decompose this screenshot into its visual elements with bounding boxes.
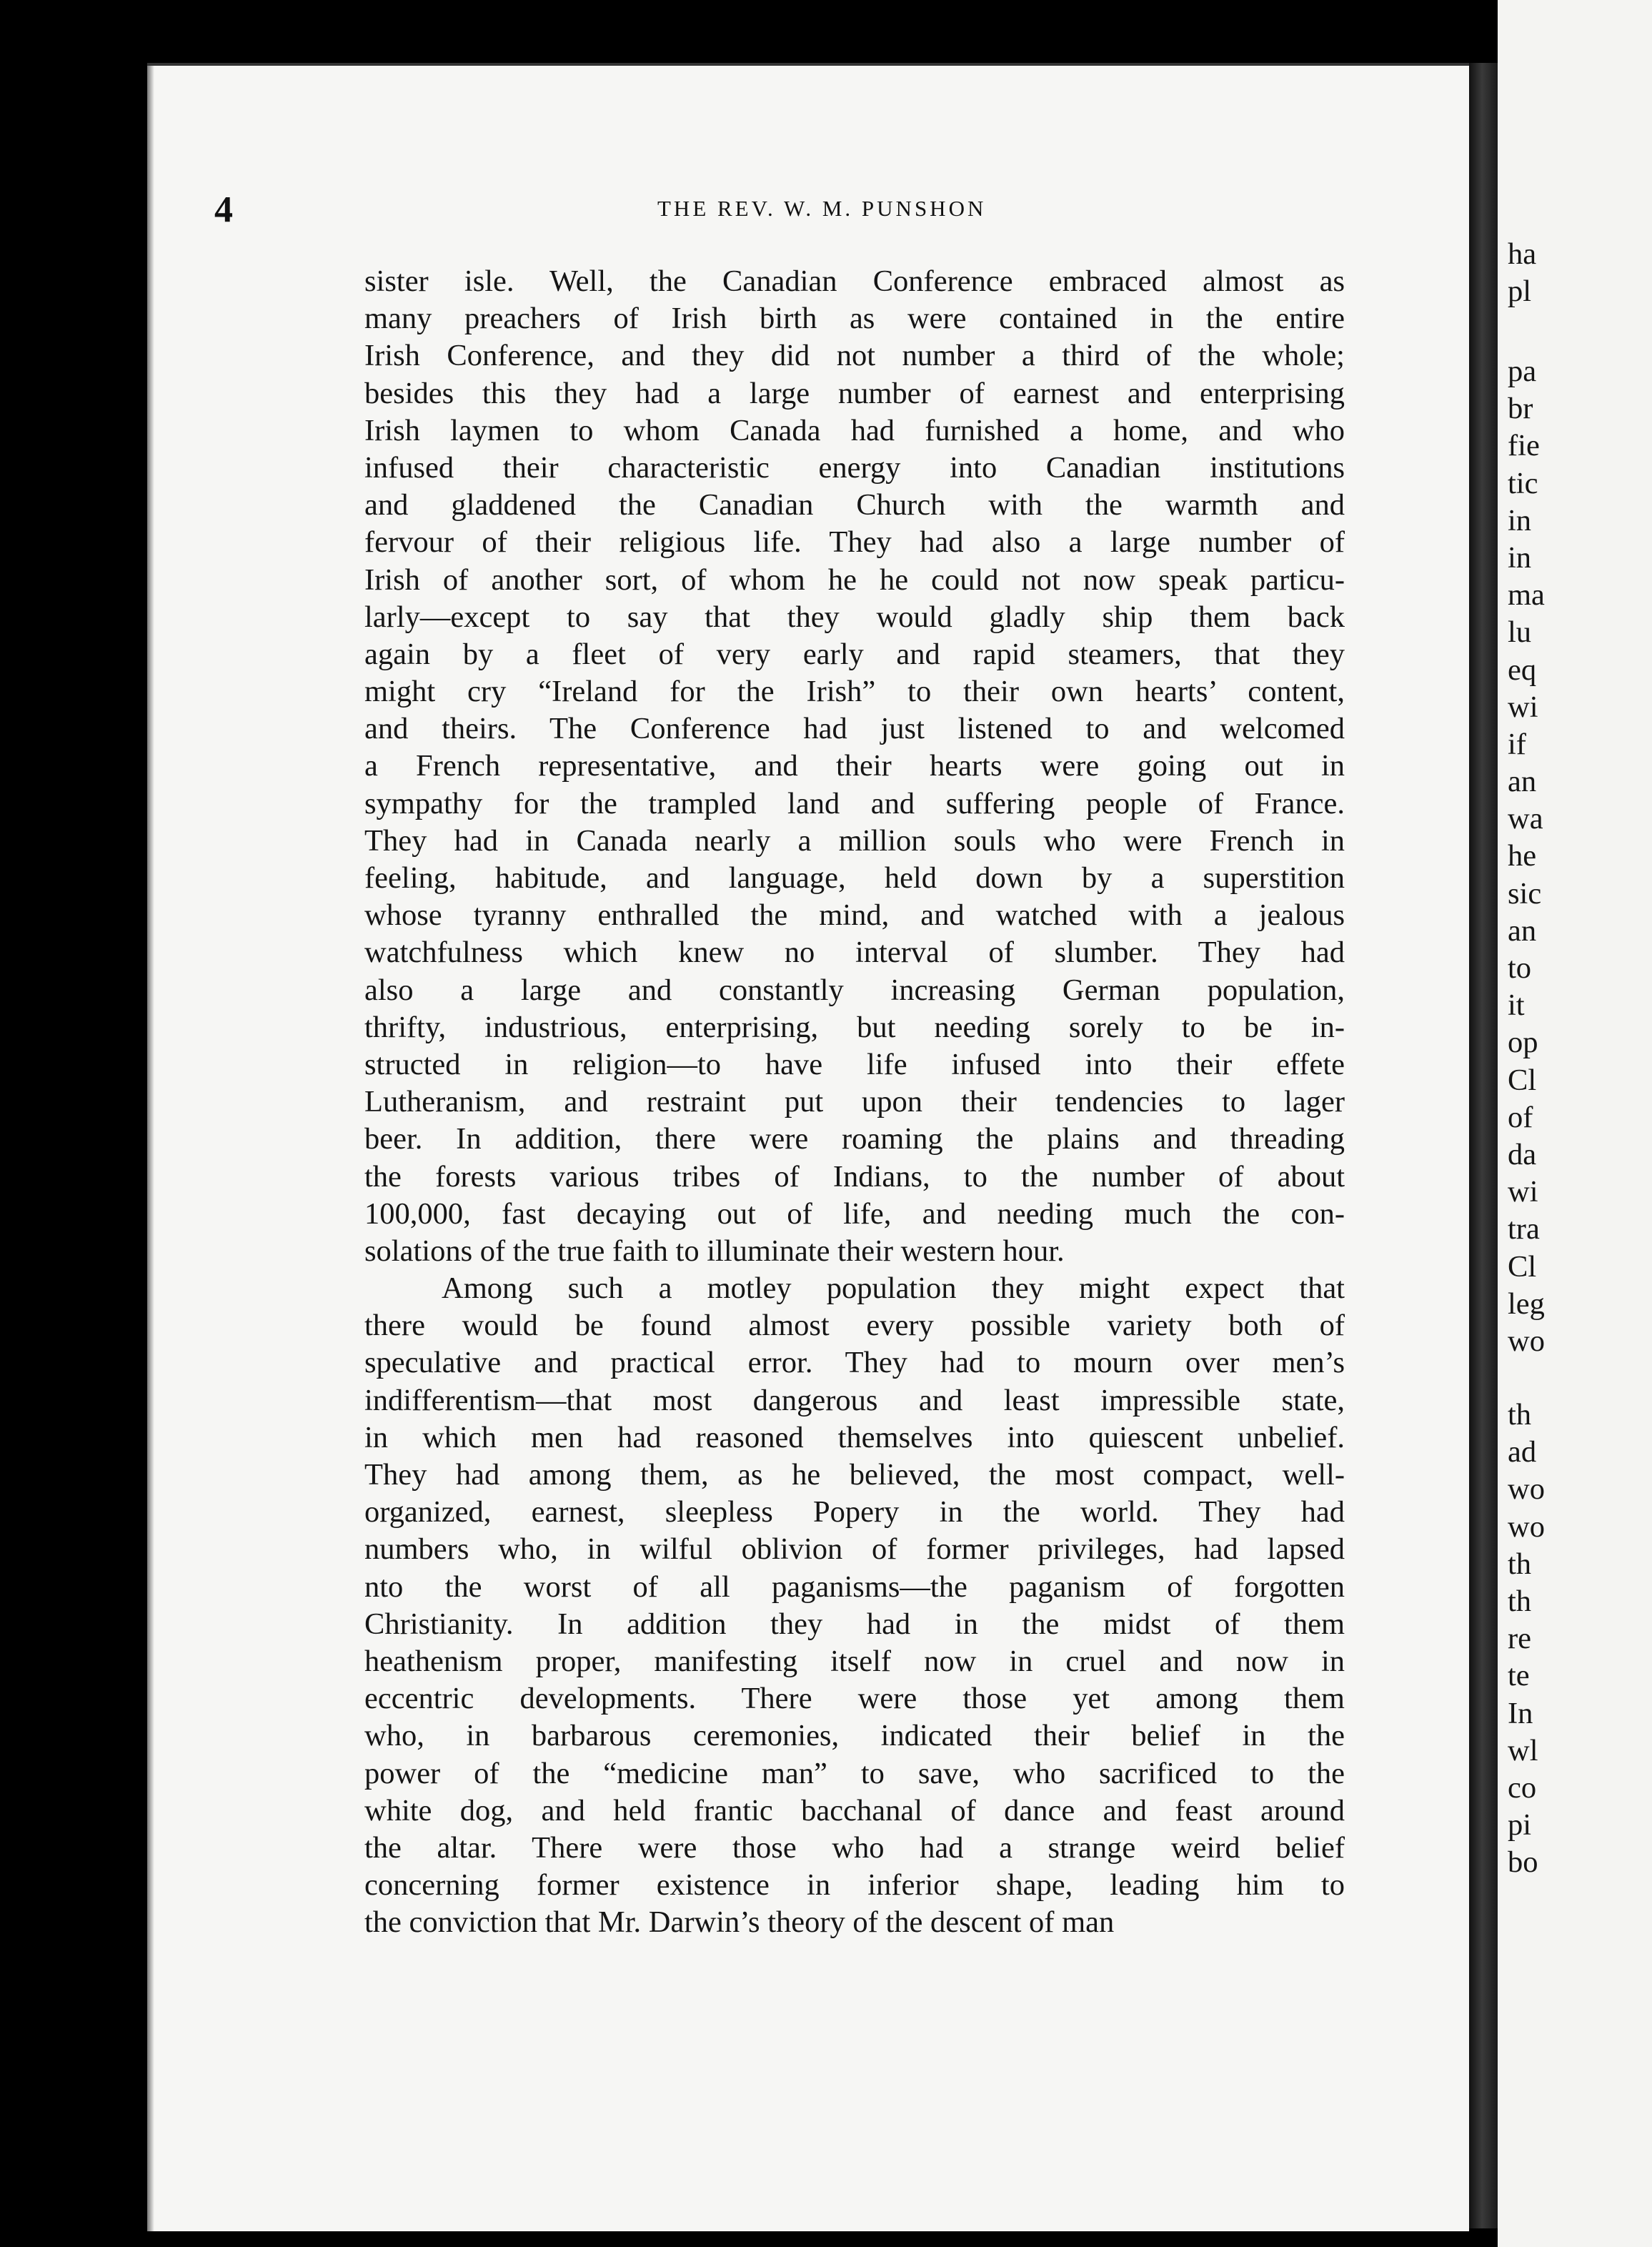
text-line: the altar. There were those who had a strange weird belief (364, 1830, 1345, 1865)
text-line: indifferentism—that most dangerous and least impressible state, (364, 1383, 1345, 1417)
text-line: structed in religion—to have life infused into their effete (364, 1047, 1345, 1081)
facing-page-fragment: he (1508, 839, 1537, 873)
text-line: a French representative, and their hearts were going out in (364, 749, 1345, 783)
facing-page-fragment: an (1508, 765, 1537, 799)
page-number: 4 (214, 189, 233, 230)
facing-page-fragment: wi (1508, 1175, 1538, 1209)
text-line: beer. In addition, there were roaming the plains and threading (364, 1122, 1345, 1156)
facing-page-fragment: wo (1508, 1509, 1545, 1544)
text-line: the forests various tribes of Indians, to the number of about (364, 1159, 1345, 1194)
facing-page-fragment: In (1508, 1696, 1533, 1730)
facing-page-fragment: th (1508, 1584, 1532, 1618)
running-title: THE REV. W. M. PUNSHON (657, 196, 987, 221)
facing-page-fragment: if (1508, 727, 1526, 761)
text-line: Irish of another sort, of whom he he could not now speak particu- (364, 562, 1345, 597)
text-line: who, in barbarous ceremonies, indicated their belief in the (364, 1719, 1345, 1753)
facing-page-fragment: it (1508, 988, 1525, 1023)
facing-page-fragment: ha (1508, 237, 1537, 271)
text-line: sympathy for the trampled land and suffering people of France. (364, 786, 1345, 820)
text-line: nto the worst of all paganisms—the paganism of forgotten (364, 1569, 1345, 1604)
facing-page-fragment: Cl (1508, 1063, 1537, 1097)
text-line: fervour of their religious life. They had also a large number of (364, 525, 1345, 560)
facing-page-fragment: ma (1508, 578, 1545, 612)
book-binding (1469, 63, 1498, 2228)
page-edge-shadow (147, 66, 154, 2231)
facing-page-fragment: pi (1508, 1808, 1532, 1842)
text-line: white dog, and held frantic bacchanal of dance and feast around (364, 1793, 1345, 1827)
text-line: eccentric developments. There were those yet among them (364, 1682, 1345, 1716)
facing-page-fragment-group (1498, 1397, 1545, 1881)
text-line: also a large and constantly increasing German population, (364, 973, 1345, 1007)
text-line: and gladdened the Canadian Church with the warmth and (364, 488, 1345, 522)
facing-page-fragment: eq (1508, 653, 1537, 687)
facing-page-fragment: in (1508, 540, 1532, 575)
facing-page-fragment: leg (1508, 1286, 1545, 1321)
facing-page-fragment: th (1508, 1398, 1532, 1432)
text-line: speculative and practical error. They had to mourn over men’s (364, 1346, 1345, 1380)
facing-page-fragment: th (1508, 1547, 1532, 1581)
text-line: Irish Conference, and they did not number a third of the whole; (364, 339, 1345, 373)
text-line: might cry “Ireland for the Irish” to their own hearts’ content, (364, 675, 1345, 709)
text-line: in which men had reasoned themselves into quiescent unbelief. (364, 1420, 1345, 1454)
facing-page-fragment: tic (1508, 466, 1538, 500)
facing-page-fragment: br (1508, 392, 1533, 426)
facing-page-fragment: to (1508, 951, 1532, 985)
facing-page-fragment: pa (1508, 354, 1537, 388)
text-line: Among such a motley population they might expect that (442, 1271, 1345, 1306)
facing-page-fragment-group (1498, 353, 1545, 1360)
text-line: Irish laymen to whom Canada had furnished a home, and who (364, 413, 1345, 447)
facing-page-fragment: ad (1508, 1435, 1537, 1469)
text-line: numbers who, in wilful oblivion of former privileges, had lapsed (364, 1532, 1345, 1567)
body-text (364, 263, 1345, 1941)
facing-page-fragment: Cl (1508, 1249, 1537, 1284)
paragraph (364, 263, 1345, 1270)
text-line: infused their characteristic energy into Canadian institutions (364, 450, 1345, 485)
facing-page-fragment: wo (1508, 1324, 1545, 1358)
facing-page-fragment: wl (1508, 1733, 1538, 1767)
text-line: larly—except to say that they would gladly ship them back (364, 600, 1345, 634)
text-line: They had in Canada nearly a million souls who were French in (364, 823, 1345, 858)
facing-page-fragment: sic (1508, 876, 1542, 911)
facing-page-fragment: of (1508, 1100, 1533, 1134)
facing-page-fragment: in (1508, 503, 1532, 537)
text-line: solations of the true faith to illuminate their western hour. (364, 1234, 1065, 1268)
facing-page-fragment: co (1508, 1770, 1537, 1805)
facing-page-fragment: wa (1508, 802, 1543, 836)
text-line: sister isle. Well, the Canadian Conference embraced almost as (364, 264, 1345, 298)
page-header (214, 189, 1345, 232)
text-line: power of the “medicine man” to save, who sacrificed to the (364, 1756, 1345, 1790)
facing-page-fragment: bo (1508, 1845, 1538, 1880)
facing-page-fragment: pl (1508, 274, 1532, 309)
text-line: heathenism proper, manifesting itself now in cruel and now in (364, 1644, 1345, 1678)
text-line: besides this they had a large number of earnest and enterprising (364, 376, 1345, 410)
facing-page-fragment: re (1508, 1622, 1532, 1656)
facing-page-fragment: tra (1508, 1212, 1540, 1246)
text-line: watchfulness which knew no interval of slumber. They had (364, 936, 1345, 970)
text-line: 100,000, fast decaying out of life, and needing much the con- (364, 1196, 1345, 1231)
text-line: the conviction that Mr. Darwin’s theory of the descent of man (364, 1905, 1115, 1940)
facing-page-fragment: fie (1508, 429, 1540, 463)
text-line: organized, earnest, sleepless Popery in the world. They had (364, 1495, 1345, 1529)
text-line: again by a fleet of very early and rapid steamers, that they (364, 637, 1345, 671)
text-line: and theirs. The Conference had just listened to and welcomed (364, 712, 1345, 746)
facing-page-fragment: lu (1508, 615, 1532, 650)
facing-page-fragment: an (1508, 913, 1537, 948)
text-line: whose tyranny enthralled the mind, and watched with a jealous (364, 898, 1345, 933)
text-line: thrifty, industrious, enterprising, but needing sorely to be in- (364, 1010, 1345, 1044)
text-line: Christianity. In addition they had in the midst of them (364, 1607, 1345, 1641)
facing-page-fragment: da (1508, 1137, 1537, 1171)
facing-page-fragment: te (1508, 1659, 1530, 1693)
facing-page-fragment: wi (1508, 690, 1538, 724)
text-line: feeling, habitude, and language, held down by a superstition (364, 861, 1345, 895)
text-line: many preachers of Irish birth as were contained in the entire (364, 302, 1345, 336)
text-line: there would be found almost every possible variety both of (364, 1309, 1345, 1343)
facing-page-fragment-group (1498, 236, 1536, 310)
facing-page-edge (1498, 0, 1652, 2247)
facing-page-fragment: op (1508, 1026, 1538, 1060)
text-line: concerning former existence in inferior shape, leading him to (364, 1868, 1345, 1903)
facing-page-fragment: wo (1508, 1472, 1545, 1507)
text-line: Lutheranism, and restraint put upon their tendencies to lager (364, 1085, 1345, 1119)
paragraph (364, 1270, 1345, 1941)
text-line: They had among them, as he believed, the most compact, well- (364, 1458, 1345, 1492)
